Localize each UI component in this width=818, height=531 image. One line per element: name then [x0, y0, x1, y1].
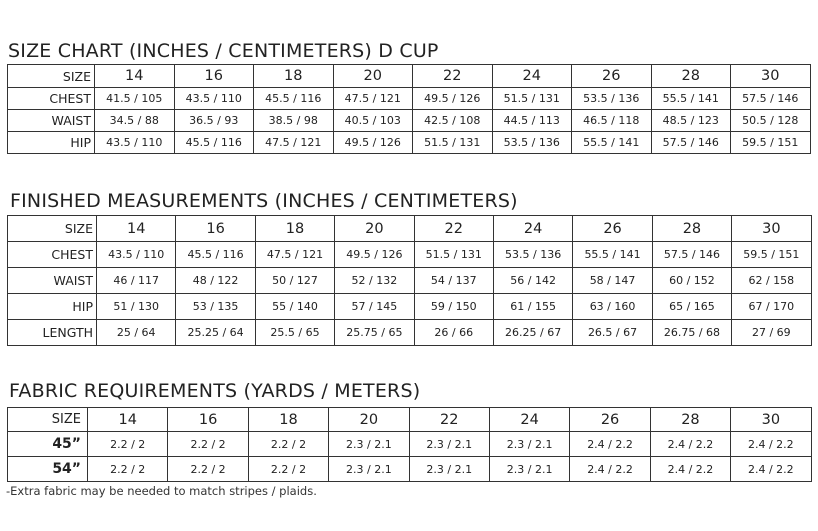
table-cell: 2.2 / 2 — [248, 457, 328, 482]
table-cell: 53.5 / 136 — [493, 242, 572, 268]
table-cell: 26.5 / 67 — [573, 320, 652, 346]
table-cell: 63 / 160 — [573, 294, 652, 320]
table-cell: 2.4 / 2.2 — [570, 457, 650, 482]
table-cell: 25.5 / 65 — [255, 320, 334, 346]
table-cell: 45.5 / 116 — [174, 132, 254, 154]
table-row — [8, 132, 811, 154]
table-cell: 65 / 165 — [652, 294, 731, 320]
row-label: SIZE — [8, 65, 95, 88]
finished-measurements-title: FINISHED MEASUREMENTS (INCHES / CENTIMETERS) — [10, 190, 518, 212]
size-header: 24 — [493, 216, 572, 242]
size-header: 26 — [572, 65, 652, 88]
table-cell: 25.75 / 65 — [335, 320, 414, 346]
finished-measurements-table — [7, 215, 812, 346]
table-cell: 2.3 / 2.1 — [329, 432, 409, 457]
size-header: 28 — [651, 65, 731, 88]
table-cell: 2.4 / 2.2 — [731, 457, 811, 482]
size-header: 18 — [255, 216, 334, 242]
table-cell: 2.4 / 2.2 — [570, 432, 650, 457]
table-cell: 62 / 158 — [732, 268, 811, 294]
size-header: 30 — [732, 216, 811, 242]
size-header: 30 — [731, 65, 811, 88]
table-row — [8, 457, 812, 482]
size-header: 28 — [652, 216, 731, 242]
table-cell: 2.2 / 2 — [168, 432, 248, 457]
size-header: 16 — [174, 65, 254, 88]
table-cell: 25.25 / 64 — [176, 320, 255, 346]
size-header: 14 — [95, 65, 175, 88]
table-cell: 55.5 / 141 — [651, 88, 731, 110]
table-cell: 2.2 / 2 — [88, 432, 168, 457]
table-row — [8, 320, 812, 346]
table-cell: 36.5 / 93 — [174, 110, 254, 132]
table-header-row — [8, 408, 812, 432]
table-cell: 49.5 / 126 — [413, 88, 493, 110]
table-cell: 51.5 / 131 — [414, 242, 493, 268]
table-cell: 2.3 / 2.1 — [409, 457, 489, 482]
table-cell: 50.5 / 128 — [731, 110, 811, 132]
table-row — [8, 110, 811, 132]
table-cell: 43.5 / 110 — [174, 88, 254, 110]
size-chart-table — [7, 64, 811, 154]
table-cell: 25 / 64 — [97, 320, 176, 346]
size-header: 22 — [414, 216, 493, 242]
table-cell: 59.5 / 151 — [732, 242, 811, 268]
table-cell: 26.75 / 68 — [652, 320, 731, 346]
table-cell: 26.25 / 67 — [493, 320, 572, 346]
table-cell: 56 / 142 — [493, 268, 572, 294]
size-header: 22 — [413, 65, 493, 88]
table-cell: 67 / 170 — [732, 294, 811, 320]
table-cell: 52 / 132 — [335, 268, 414, 294]
table-cell: 61 / 155 — [493, 294, 572, 320]
table-cell: 57.5 / 146 — [731, 88, 811, 110]
table-cell: 53.5 / 136 — [492, 132, 572, 154]
table-cell: 60 / 152 — [652, 268, 731, 294]
row-label: SIZE — [8, 216, 97, 242]
table-cell: 51.5 / 131 — [492, 88, 572, 110]
size-chart-title: SIZE CHART (INCHES / CENTIMETERS) D CUP — [8, 40, 439, 62]
table-cell: 59.5 / 151 — [731, 132, 811, 154]
size-header: 24 — [492, 65, 572, 88]
table-cell: 51.5 / 131 — [413, 132, 493, 154]
table-cell: 42.5 / 108 — [413, 110, 493, 132]
size-header: 22 — [409, 408, 489, 432]
footnote: -Extra fabric may be needed to match stripes / plaids. — [6, 484, 317, 498]
table-cell: 46 / 117 — [97, 268, 176, 294]
size-header: 26 — [570, 408, 650, 432]
table-cell: 46.5 / 118 — [572, 110, 652, 132]
table-row — [8, 268, 812, 294]
table-cell: 53.5 / 136 — [572, 88, 652, 110]
table-cell: 47.5 / 121 — [255, 242, 334, 268]
row-label: WAIST — [8, 268, 97, 294]
table-cell: 40.5 / 103 — [333, 110, 413, 132]
table-cell: 2.3 / 2.1 — [329, 457, 409, 482]
table-cell: 45.5 / 116 — [254, 88, 334, 110]
table-cell: 55.5 / 141 — [572, 132, 652, 154]
table-cell: 55 / 140 — [255, 294, 334, 320]
table-cell: 59 / 150 — [414, 294, 493, 320]
size-header: 14 — [88, 408, 168, 432]
table-cell: 2.3 / 2.1 — [409, 432, 489, 457]
table-cell: 2.4 / 2.2 — [731, 432, 811, 457]
table-cell: 2.4 / 2.2 — [650, 432, 730, 457]
size-header: 28 — [650, 408, 730, 432]
table-header-row — [8, 216, 812, 242]
size-header: 20 — [335, 216, 414, 242]
table-cell: 43.5 / 110 — [97, 242, 176, 268]
table-cell: 41.5 / 105 — [95, 88, 175, 110]
table-cell: 55.5 / 141 — [573, 242, 652, 268]
table-cell: 2.3 / 2.1 — [489, 457, 569, 482]
table-cell: 43.5 / 110 — [95, 132, 175, 154]
table-header-row — [8, 65, 811, 88]
size-header: 16 — [176, 216, 255, 242]
table-cell: 47.5 / 121 — [254, 132, 334, 154]
table-cell: 2.3 / 2.1 — [489, 432, 569, 457]
table-cell: 50 / 127 — [255, 268, 334, 294]
size-header: 20 — [333, 65, 413, 88]
row-label: 45” — [8, 432, 88, 457]
table-row — [8, 294, 812, 320]
table-cell: 27 / 69 — [732, 320, 811, 346]
row-label: CHEST — [8, 88, 95, 110]
table-cell: 2.2 / 2 — [88, 457, 168, 482]
table-cell: 51 / 130 — [97, 294, 176, 320]
size-header: 16 — [168, 408, 248, 432]
table-row — [8, 432, 812, 457]
size-header: 20 — [329, 408, 409, 432]
row-label: HIP — [8, 294, 97, 320]
size-header: 26 — [573, 216, 652, 242]
table-cell: 44.5 / 113 — [492, 110, 572, 132]
table-cell: 49.5 / 126 — [333, 132, 413, 154]
table-cell: 47.5 / 121 — [333, 88, 413, 110]
size-header: 18 — [248, 408, 328, 432]
size-header: 24 — [489, 408, 569, 432]
table-cell: 2.2 / 2 — [248, 432, 328, 457]
row-label: HIP — [8, 132, 95, 154]
table-cell: 2.2 / 2 — [168, 457, 248, 482]
size-header: 30 — [731, 408, 811, 432]
table-cell: 57 / 145 — [335, 294, 414, 320]
size-header: 18 — [254, 65, 334, 88]
table-row — [8, 88, 811, 110]
table-cell: 57.5 / 146 — [651, 132, 731, 154]
table-cell: 58 / 147 — [573, 268, 652, 294]
row-label: 54” — [8, 457, 88, 482]
table-cell: 48.5 / 123 — [651, 110, 731, 132]
size-header: 14 — [97, 216, 176, 242]
row-label: WAIST — [8, 110, 95, 132]
table-cell: 34.5 / 88 — [95, 110, 175, 132]
fabric-requirements-title: FABRIC REQUIREMENTS (YARDS / METERS) — [9, 380, 421, 402]
table-cell: 54 / 137 — [414, 268, 493, 294]
table-cell: 53 / 135 — [176, 294, 255, 320]
table-cell: 45.5 / 116 — [176, 242, 255, 268]
table-cell: 38.5 / 98 — [254, 110, 334, 132]
row-label: LENGTH — [8, 320, 97, 346]
table-row — [8, 242, 812, 268]
row-label: CHEST — [8, 242, 97, 268]
row-label: SIZE — [8, 408, 88, 432]
fabric-requirements-table — [7, 407, 812, 482]
table-cell: 26 / 66 — [414, 320, 493, 346]
table-cell: 48 / 122 — [176, 268, 255, 294]
table-cell: 49.5 / 126 — [335, 242, 414, 268]
table-cell: 57.5 / 146 — [652, 242, 731, 268]
table-cell: 2.4 / 2.2 — [650, 457, 730, 482]
